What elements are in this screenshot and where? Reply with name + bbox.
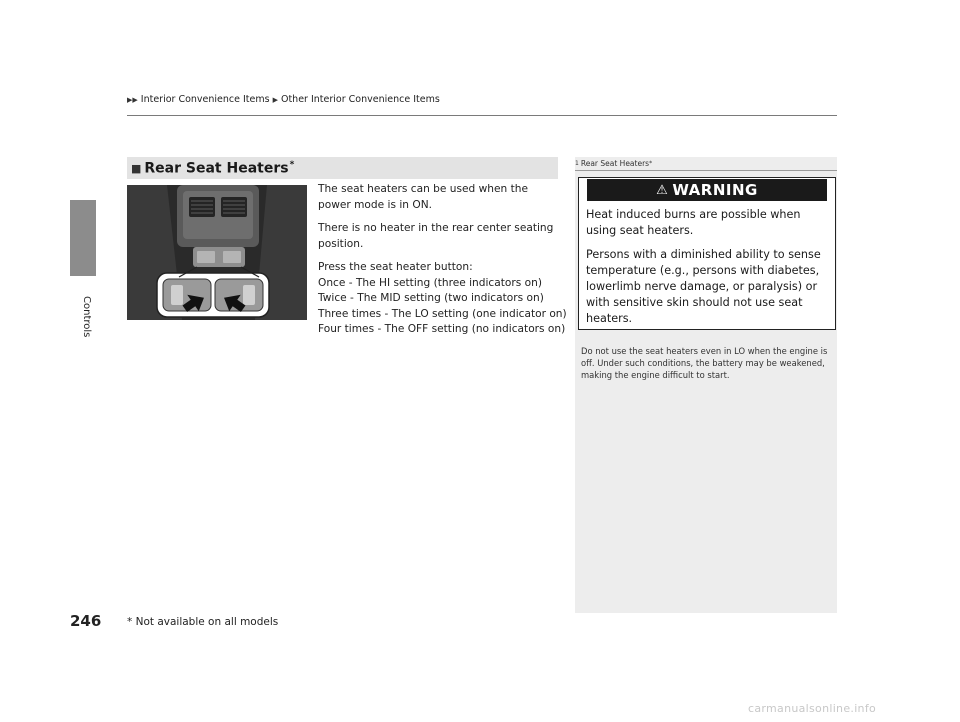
- asterisk: *: [649, 160, 653, 167]
- warning-label: WARNING: [672, 181, 758, 199]
- breadcrumb-arrow-icon: ▶: [272, 95, 278, 104]
- sidebar-heading: [575, 157, 837, 171]
- header-divider: [127, 115, 837, 116]
- warning-header: [587, 179, 827, 201]
- page-number: 246: [70, 612, 102, 630]
- warning-paragraph: Persons with a diminished ability to sense temperature (e.g., persons with diabetes, lowerlimb nerve damage, or paralysis) or with sensitive skin should not use seat heaters.: [586, 248, 821, 325]
- chapter-tab: [70, 200, 96, 276]
- chapter-label: Controls: [81, 296, 92, 338]
- section-square-icon: ■: [131, 161, 142, 175]
- breadcrumb-arrow-icon: ▶▶: [127, 95, 138, 104]
- list-item: Once - The HI setting (three indicators on): [318, 276, 542, 289]
- note-marker-icon: 1: [575, 160, 579, 167]
- warning-triangle-icon: ⚠: [656, 182, 669, 198]
- sidebar-heading-title: Rear Seat Heaters: [580, 159, 650, 168]
- warning-box: [578, 177, 836, 330]
- rear-seat-heater-photo: [127, 185, 307, 320]
- section-title: Rear Seat Heaters*: [144, 159, 295, 177]
- section-heading: [127, 157, 558, 179]
- list-item: Three times - The LO setting (one indicator on): [318, 307, 567, 320]
- list-item: Twice - The MID setting (two indicators on): [318, 292, 544, 304]
- breadcrumb-item[interactable]: Other Interior Convenience Items: [280, 94, 440, 105]
- warning-text: [586, 207, 830, 335]
- paragraph: The seat heaters can be used when the power mode is in ON.: [318, 183, 528, 211]
- warning-paragraph: Heat induced burns are possible when using seat heaters.: [586, 208, 801, 237]
- watermark[interactable]: carmanualsonline.info: [748, 702, 877, 715]
- footnote: * Not available on all models: [127, 616, 279, 628]
- breadcrumb-item[interactable]: Interior Convenience Items: [140, 94, 270, 105]
- seat-heater-illustration: [127, 185, 307, 320]
- note-text: Do not use the seat heaters even in LO when the engine is off. Under such conditions, the battery may be weakened, making the engine difficult to start.: [581, 346, 828, 380]
- paragraph: There is no heater in the rear center seating position.: [318, 222, 554, 250]
- list-item: Four times - The OFF setting (no indicators on): [318, 323, 566, 335]
- body-text: [318, 182, 567, 338]
- sidebar-notes: [575, 157, 837, 613]
- asterisk: *: [289, 159, 295, 170]
- paragraph: Press the seat heater button:: [318, 261, 473, 273]
- breadcrumb: [127, 94, 440, 105]
